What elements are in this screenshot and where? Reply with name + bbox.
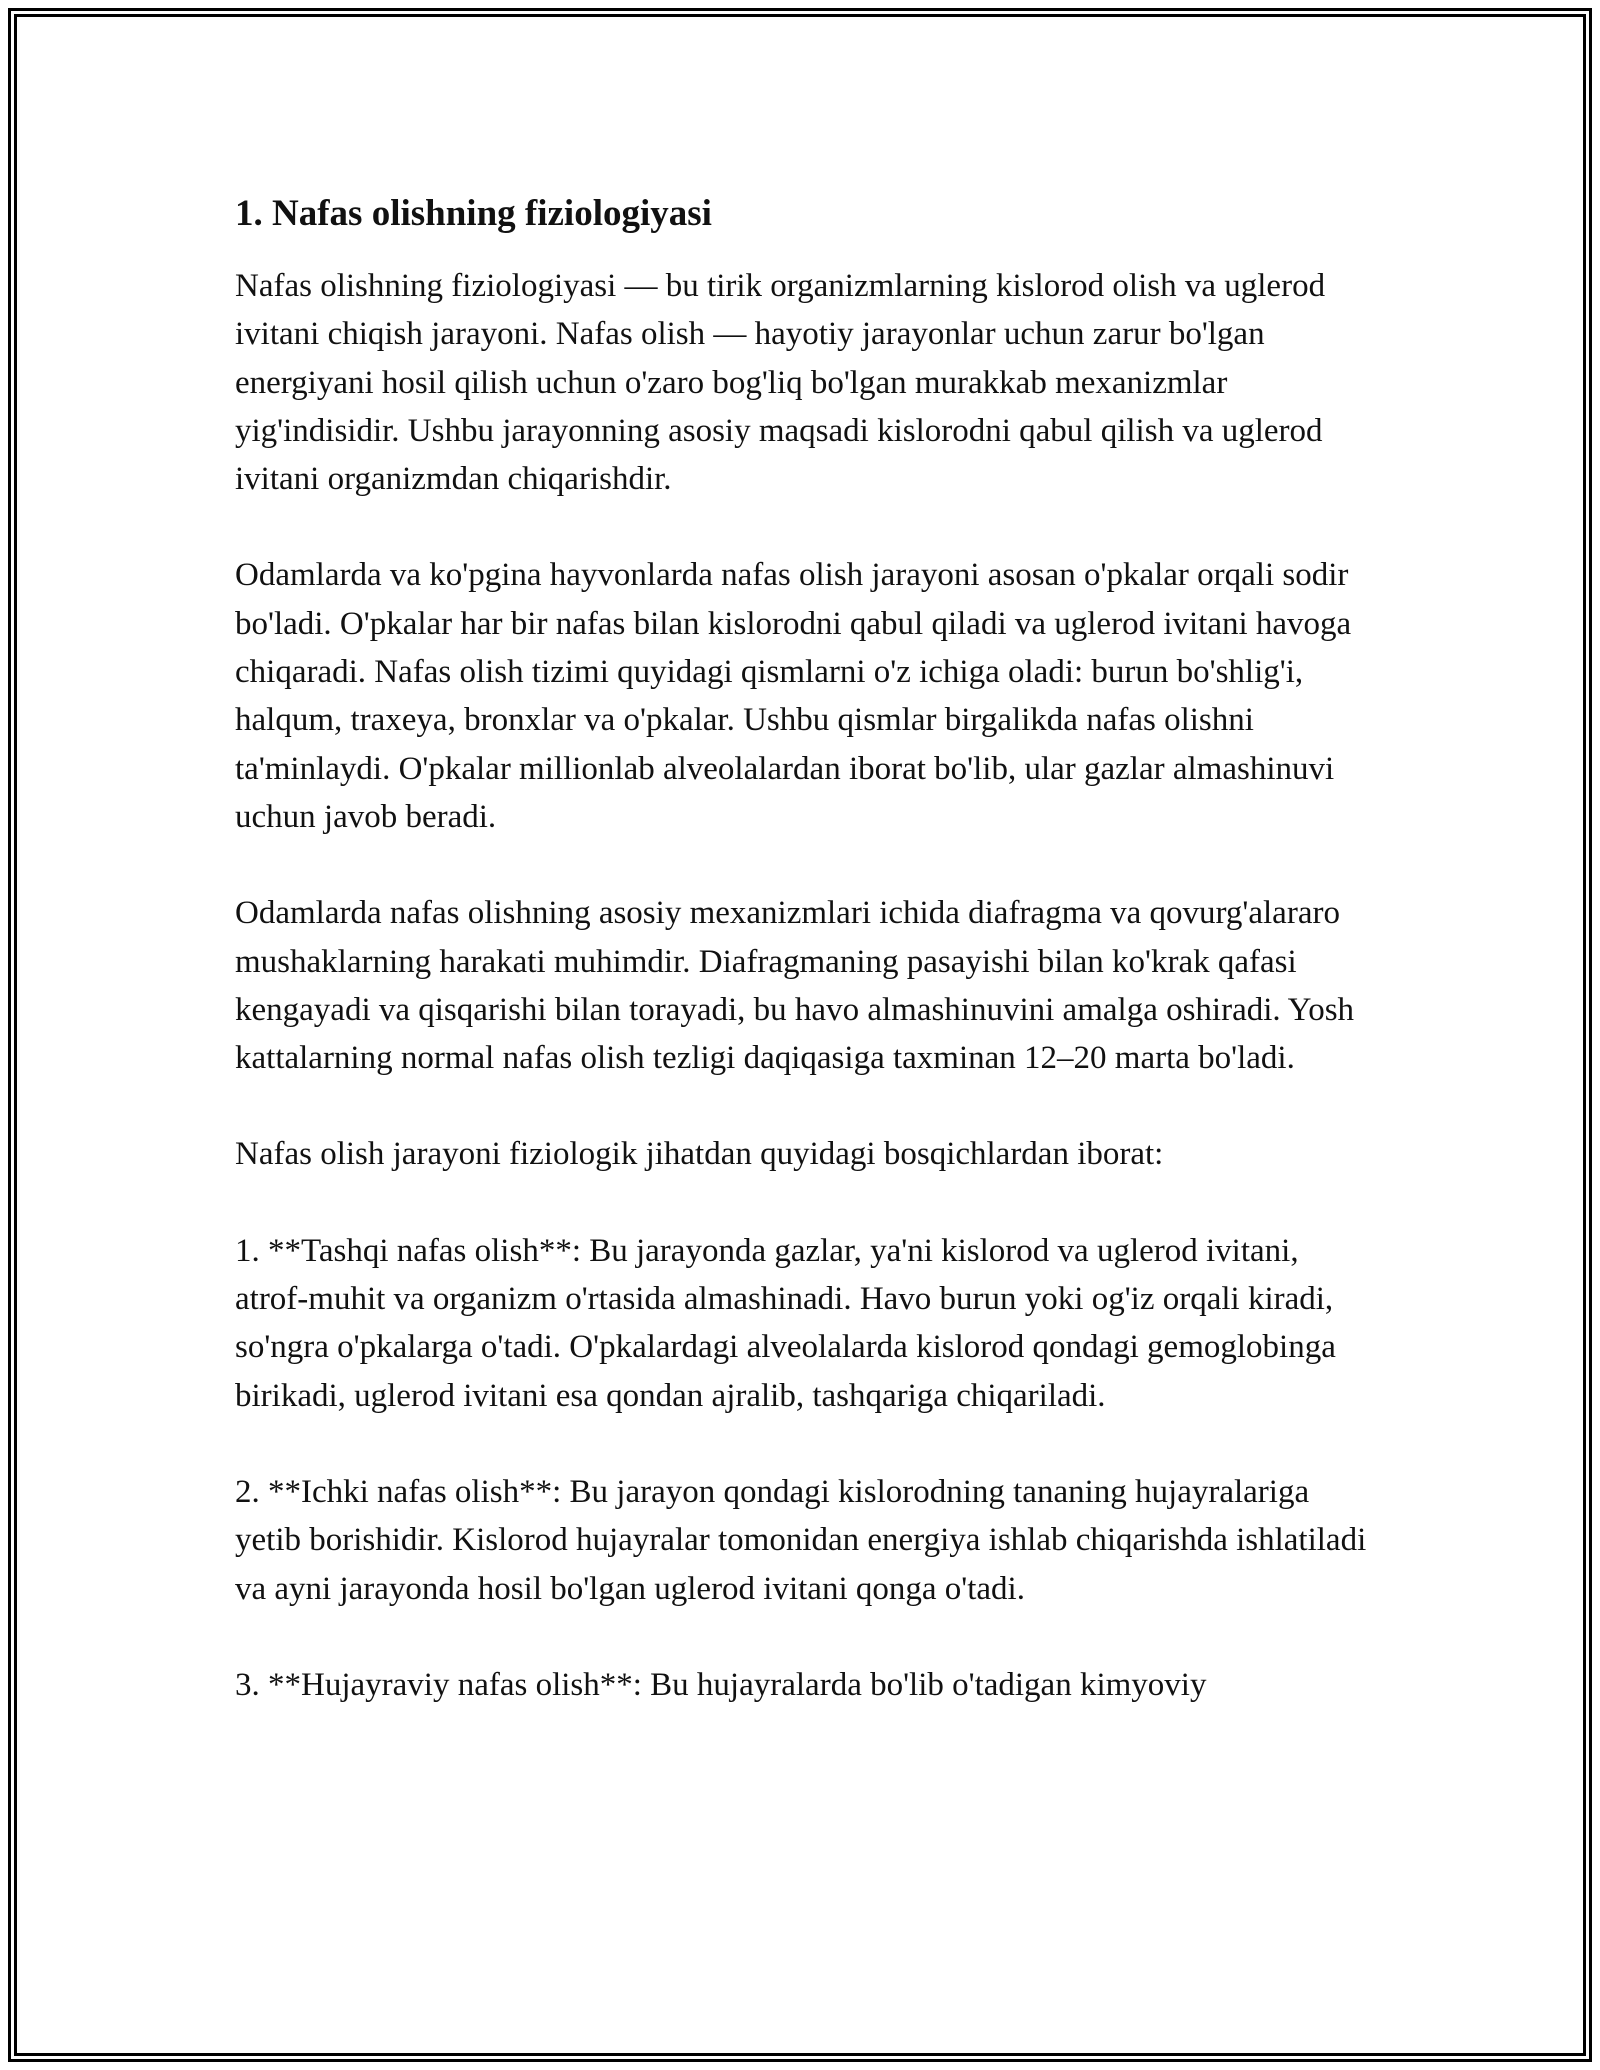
document-body	[235, 188, 1375, 1757]
paragraph-lungs: Odamlarda va ko'pgina hayvonlarda nafas olish jarayoni asosan o'pkalar orqali sodir bo'ladi. O'pkalar har bir nafas bilan kislorodni qabul qiladi va uglerod ivitani havoga chiqaradi. Nafas olish tizimi quyidagi qismlarni o'z ichiga oladi: burun bo'shlig'i, halqum, traxeya, bronxlar va o'pkalar. Ushbu qismlar birgalikda nafas olishni ta'minlaydi. O'pkalar millionlab alveolalardan iborat bo'lib, ular gazlar almashinuvi uchun javob beradi.	[235, 557, 1352, 835]
list-item-internal-respiration: 2. **Ichki nafas olish**: Bu jarayon qondagi kislorodning tananing hujayralariga yetib borishidir. Kislorod hujayralar tomonidan energiya ishlab chiqarishda ishlatiladi va ayni jarayonda hosil bo'lgan uglerod ivitani qonga o'tadi.	[235, 1473, 1367, 1607]
paragraph-mechanism: Odamlarda nafas olishning asosiy mexanizmlari ichida diafragma va qovurg'alararo mushaklarning harakati muhimdir. Diafragmaning pasayishi bilan ko'krak qafasi kengayadi va qisqarishi bilan torayadi, bu havo almashinuvini amalga oshiradi. Yosh kattalarning normal nafas olish tezligi daqiqasiga taxminan 12–20 marta bo'ladi.	[235, 895, 1355, 1077]
paragraph-stages-intro: Nafas olish jarayoni fiziologik jihatdan quyidagi bosqichlardan iborat:	[235, 1136, 1164, 1173]
paragraph-intro: Nafas olishning fiziologiyasi — bu tirik organizmlarning kislorod olish va uglerod ivitani chiqish jarayoni. Nafas olish — hayotiy jarayonlar uchun zarur bo'lgan energiyani hosil qilish uchun o'zaro bog'liq bo'lgan murakkab mexanizmlar yig'indisidir. Ushbu jarayonning asosiy maqsadi kislorodni qabul qilish va uglerod ivitani organizmdan chiqarishdir.	[235, 268, 1326, 498]
section-title: 1. Nafas olishning fiziologiyasi	[235, 193, 712, 234]
list-item-external-respiration: 1. **Tashqi nafas olish**: Bu jarayonda gazlar, ya'ni kislorod va uglerod ivitani, atrof-muhit va organizm o'rtasida almashinadi. Havo burun yoki og'iz orqali kiradi, so'ngra o'pkalarga o'tadi. O'pkalardagi alveolalarda kislorod qondagi gemoglobinga birikadi, uglerod ivitani esa qondan ajralib, tashqariga chiqariladi.	[235, 1232, 1336, 1414]
list-item-cellular-respiration: 3. **Hujayraviy nafas olish**: Bu hujayralarda bo'lib o'tadigan kimyoviy	[235, 1666, 1207, 1703]
